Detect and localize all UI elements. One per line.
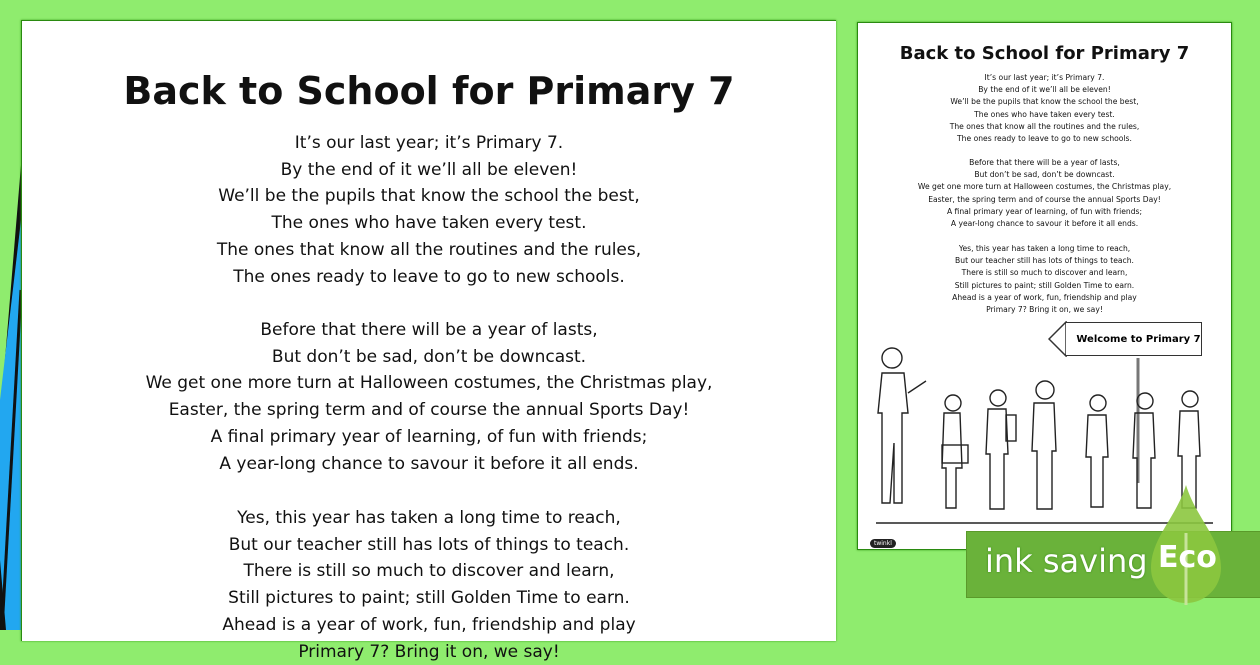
poem-line: It’s our last year; it’s Primary 7. <box>984 73 1105 82</box>
poem-line: A year-long chance to savour it before it all ends. <box>950 219 1139 229</box>
poem-line: Still pictures to paint; still Golden Time to earn. <box>228 588 630 609</box>
poem-line: Before that there will be a year of lasts, <box>260 320 598 340</box>
poem-line: We’ll be the pupils that know the school the best, <box>950 97 1139 107</box>
poem-line: But don’t be sad, don’t be downcast. <box>974 170 1115 180</box>
stanza-1 <box>22 130 836 290</box>
worksheet-page-large <box>21 20 836 662</box>
poem-line: Ahead is a year of work, fun, friendship and play <box>222 614 636 635</box>
poem-line: The ones who have taken every test. <box>271 213 587 234</box>
poem-line: Before that there will be a year of lasts, <box>969 158 1120 167</box>
thumbnail-title: Back to School for Primary 7 <box>899 43 1190 64</box>
poem-line: We get one more turn at Halloween costumes, the Christmas play, <box>917 182 1172 192</box>
poem-line: Primary 7? Bring it on, we say! <box>298 641 560 662</box>
poem-line: The ones that know all the routines and the rules, <box>216 239 642 260</box>
poem-line: By the end of it we’ll all be eleven! <box>978 85 1111 95</box>
welcome-sign: Welcome to Primary 7 <box>1066 322 1202 356</box>
poem-line: A final primary year of learning, of fun with friends; <box>946 206 1143 216</box>
worksheet-thumbnail <box>857 22 1232 550</box>
poem-line: The ones ready to leave to go to new schools. <box>957 134 1132 144</box>
poem-line: The ones ready to leave to go to new schools. <box>233 266 625 287</box>
poem-line: But our teacher still has lots of things to teach. <box>228 534 630 555</box>
stanza-3 <box>22 505 836 665</box>
poem-line: It’s our last year; it’s Primary 7. <box>294 133 564 153</box>
thumb-stanza-3 <box>858 243 1231 316</box>
poem-line: Yes, this year has taken a long time to reach, <box>237 508 621 528</box>
poem-line: Primary 7? Bring it on, we say! <box>986 305 1103 315</box>
poem-line: The ones that know all the routines and the rules, <box>949 121 1140 131</box>
twinkl-logo: twinkl <box>870 539 896 548</box>
poem-line: Ahead is a year of work, fun, friendship and play <box>952 292 1137 302</box>
poem-line: We’ll be the pupils that know the school the best, <box>218 186 640 207</box>
ink-saving-label: ink saving <box>985 542 1148 580</box>
thumb-stanza-1 <box>858 72 1231 145</box>
poem-line: But don’t be sad, don’t be downcast. <box>271 346 587 367</box>
poem-line: Yes, this year has taken a long time to reach, <box>958 244 1131 253</box>
stanza-2 <box>22 317 836 477</box>
poem-line: But our teacher still has lots of things to teach. <box>955 256 1134 266</box>
eco-label: Eco <box>1158 540 1217 575</box>
poem-line: The ones who have taken every test. <box>974 109 1115 119</box>
poem-line: There is still so much to discover and learn, <box>243 561 615 582</box>
poem-line: We get one more turn at Halloween costumes, the Christmas play, <box>145 373 713 394</box>
poem-line: Easter, the spring term and of course the annual Sports Day! <box>928 194 1161 204</box>
thumb-stanza-2 <box>858 157 1231 230</box>
poem-line: Still pictures to paint; still Golden Time to earn. <box>954 280 1135 290</box>
poem-line: A year-long chance to savour it before it all ends. <box>219 453 639 474</box>
poem-line: Easter, the spring term and of course the annual Sports Day! <box>168 400 690 421</box>
page-title: Back to School for Primary 7 <box>123 69 735 113</box>
poem-line: A final primary year of learning, of fun with friends; <box>210 426 648 447</box>
poem-line: By the end of it we’ll all be eleven! <box>280 159 578 180</box>
poem-line: There is still so much to discover and learn, <box>961 268 1128 278</box>
teacher-figure <box>878 348 926 503</box>
